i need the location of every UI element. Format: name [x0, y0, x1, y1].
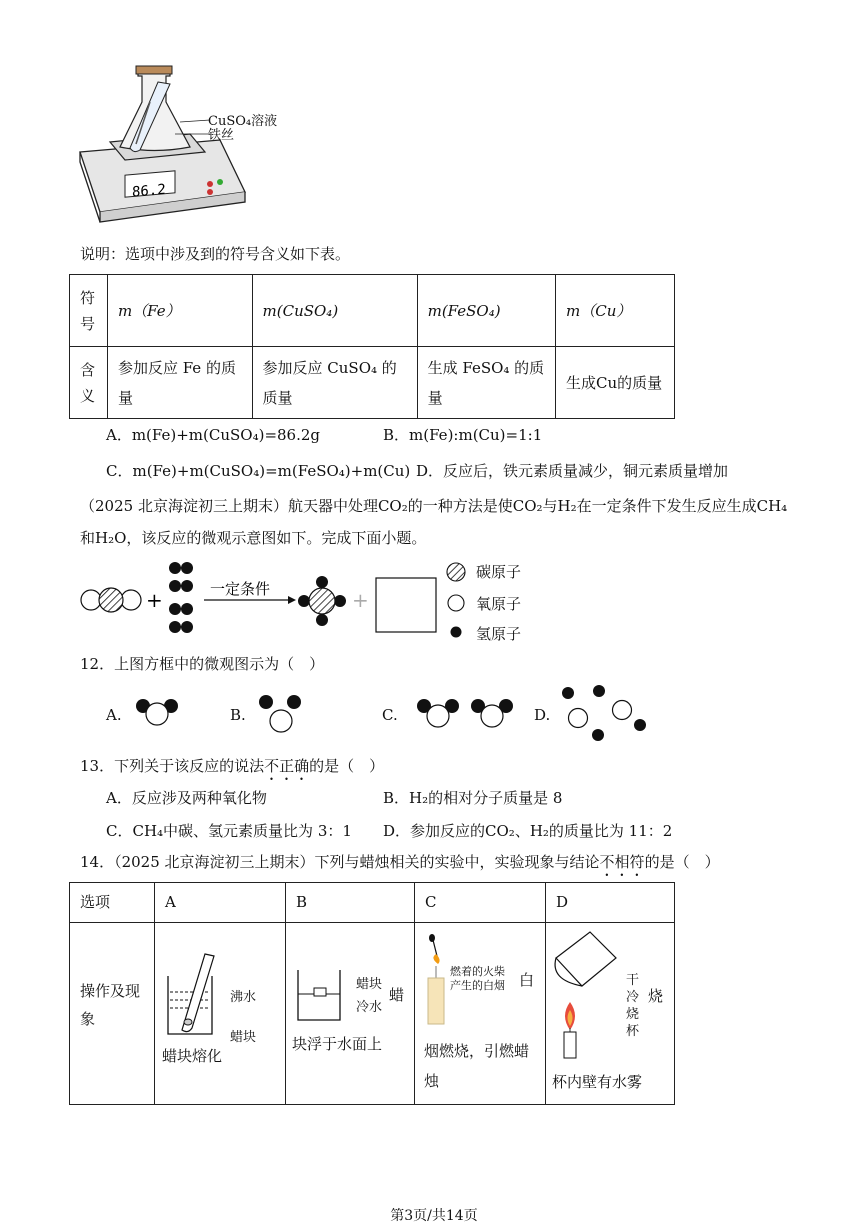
legend-hydrogen: 氢原子 — [476, 625, 522, 643]
atom-legend — [446, 562, 466, 640]
cell-d-side: 烧 — [648, 987, 664, 1005]
q12-label-b: B. — [230, 706, 246, 724]
symbol-row-head: 符号 — [70, 275, 108, 347]
candle-cold-beaker-figure — [550, 928, 620, 1060]
q13-stem-pre: 13．下列关于该反应的说法 — [80, 757, 265, 775]
scale-display: 86.2 — [132, 181, 166, 201]
meaning-feso4: 生成 FeSO₄ 的质量 — [417, 347, 555, 419]
meaning-fe: 参加反应 Fe 的质量 — [107, 347, 252, 419]
cuso4-label: CuSO₄溶液 — [208, 114, 278, 129]
q11-option-a: A．m(Fe)+m(CuSO₄)=86.2g — [106, 426, 321, 444]
q13-stem-emph: 不正确 — [264, 757, 310, 775]
page-footer: 第3页/共14页 — [390, 1208, 478, 1224]
q12-label-a: A. — [106, 706, 122, 724]
intro-line-1: （2025 北京海淀初三上期末）航天器中处理CO₂的一种方法是使CO₂与H₂在一定条件下发生反应生成CH₄ — [80, 497, 788, 515]
h2-molecules — [169, 562, 193, 633]
symbol-cuso4: m(CuSO₄) — [252, 275, 417, 347]
q12-option-b-figure — [254, 690, 310, 736]
q12-option-c-figure — [410, 694, 522, 734]
co2-molecule — [81, 588, 141, 612]
intro-line-2: 和H₂O，该反应的微观示意图如下。完成下面小题。 — [80, 529, 427, 547]
head-option: 选项 — [70, 883, 155, 923]
cell-c-text — [424, 1036, 536, 1096]
meaning-row-head: 含义 — [70, 347, 108, 419]
cell-c-text-span: 烟燃烧，引燃蜡烛 — [424, 1042, 530, 1090]
note-text: 说明：选项中涉及到的符号含义如下表。 — [80, 245, 351, 263]
symbol-table — [69, 274, 675, 419]
meaning-cu: 生成Cu的质量 — [556, 347, 675, 419]
label-dry-cold-beaker: 干冷烧杯 — [626, 973, 640, 1039]
head-d: D — [546, 883, 675, 923]
symbol-cu: m（Cu） — [556, 275, 675, 347]
plus-2: + — [352, 588, 369, 612]
cell-d-text: 杯内壁有水雾 — [552, 1073, 643, 1091]
ch4-molecule — [298, 576, 346, 626]
legend-carbon: 碳原子 — [476, 563, 522, 581]
head-b: B — [286, 883, 415, 923]
beaker-boiling-water-figure — [160, 952, 222, 1040]
cell-b-text: 块浮于水面上 — [292, 1035, 383, 1053]
q13-option-d: D．参加反应的CO₂、H₂的质量比为 11：2 — [383, 822, 673, 840]
scale-figure — [70, 62, 270, 232]
q14-stem-emph: 不相符 — [599, 853, 645, 871]
label-boiling-water: 沸水 — [230, 990, 257, 1005]
legend-oxygen: 氧原子 — [476, 595, 522, 613]
q13-option-b: B．H₂的相对分子质量是 8 — [383, 789, 563, 807]
reaction-condition: 一定条件 — [210, 580, 271, 598]
label-cold-water: 冷水 — [356, 1000, 383, 1015]
label-wax-a: 蜡块 — [230, 1030, 257, 1045]
symbol-feso4: m(FeSO₄) — [417, 275, 555, 347]
cell-a-text: 蜡块熔化 — [162, 1047, 223, 1065]
beaker-cold-water-figure — [292, 966, 352, 1026]
cell-b-side: 蜡 — [389, 986, 405, 1004]
q12-stem: 12．上图方框中的微观图示为（ ） — [80, 655, 325, 673]
head-a: A — [155, 883, 286, 923]
q13-option-a: A．反应涉及两种氧化物 — [106, 789, 267, 807]
answer-box — [376, 578, 436, 632]
meaning-cuso4: 参加反应 CuSO₄ 的质量 — [252, 347, 417, 419]
iron-wire-label: 铁丝 — [208, 128, 235, 143]
q12-label-c: C. — [382, 706, 398, 724]
label-wax-b: 蜡块 — [356, 977, 383, 992]
q12-label-d: D. — [534, 706, 551, 724]
q12-option-d-figure — [556, 682, 652, 748]
cell-c-side: 白 — [519, 971, 535, 989]
q14-stem-post: 的是（ ） — [644, 853, 720, 871]
head-c: C — [415, 883, 546, 923]
q11-option-c: C．m(Fe)+m(CuSO₄)=m(FeSO₄)+m(Cu) — [106, 462, 411, 480]
label-white-smoke: 产生的白烟 — [450, 979, 505, 992]
label-match: 燃着的火柴 — [450, 965, 505, 978]
q11-option-d: D．反应后，铁元素质量减少，铜元素质量增加 — [416, 462, 729, 480]
reaction-diagram — [76, 558, 536, 638]
q11-option-b: B．m(Fe):m(Cu)=1:1 — [383, 426, 543, 444]
q13-stem — [80, 756, 384, 784]
q14-stem-pre: 14．（2025 北京海淀初三上期末）下列与蜡烛相关的实验中，实验现象与结论 — [80, 853, 600, 871]
q13-option-c: C．CH₄中碳、氢元素质量比为 3：1 — [106, 822, 352, 840]
row-head-operation: 操作及现象 — [70, 923, 155, 1105]
q14-stem — [80, 852, 720, 880]
plus-1: + — [146, 588, 163, 612]
q13-stem-post: 的是（ ） — [309, 757, 385, 775]
q12-option-a-figure — [130, 694, 186, 730]
symbol-fe: m（Fe） — [107, 275, 252, 347]
